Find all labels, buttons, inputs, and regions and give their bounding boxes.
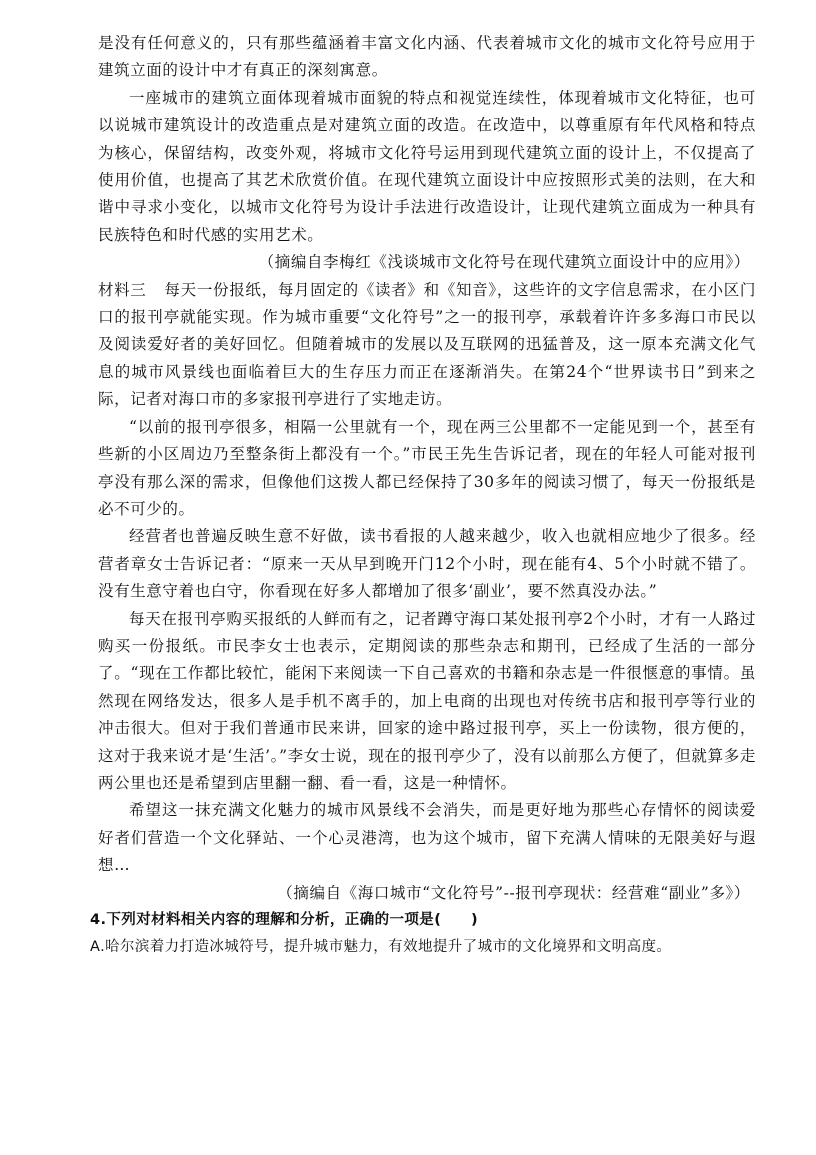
- answer-option-a: A.哈尔滨着力打造冰城符号，提升城市魅力，有效地提升了城市的文化境界和文明高度。: [90, 939, 672, 956]
- paragraph: 希望这一抹充满文化魅力的城市风景线不会消失，而是更好地为那些心存情怀的阅读爱好者们营造一个文化驿站、一个心灵港湾，也为这个城市，留下充满人情味的无限美好与遐想…: [98, 801, 756, 875]
- material-label: 材料三: [98, 280, 147, 299]
- paragraph: 是没有任何意义的，只有那些蕴涵着丰富文化内涵、代表着城市文化的城市文化符号应用于建筑立面的设计中才有真正的深刻寓意。: [98, 34, 756, 80]
- source-citation: （摘编自李梅红《浅谈城市文化符号在现代建筑立面设计中的应用》）: [258, 253, 750, 272]
- paragraph: 经营者也普遍反映生意不好做，读书看报的人越来越少，收入也就相应地少了很多。经营者章女士告诉记者：“原来一天从早到晚开门12个小时，现在能有4、5个小时就不错了。没有生意守着也白守，你看现在好多人都增加了很多‘副业’，要不然真没办法。”: [98, 527, 756, 601]
- paragraph: 一座城市的建筑立面体现着城市面貌的特点和视觉连续性，体现着城市文化特征，也可以说城市建筑设计的改造重点是对建筑立面的改造。在改造中，以尊重原有年代风格和特点为核心，保留结构，改变外观，将城市文化符号运用到现代建筑立面的设计上，不仅提高了使用价值，也提高了其艺术欣赏价值。在现代建筑立面设计中应按照形式美的法则，在大和谐中寻求小变化，以城市文化符号为设计手法进行改造设计，让现代建筑立面成为一种具有民族特色和时代感的实用艺术。: [98, 88, 756, 244]
- paragraph-text: 每天一份报纸，每月固定的《读者》和《知音》，这些许的文字信息需求，在小区门口的报刊亭就能实现。作为城市重要“文化符号”之一的报刊亭，承载着许许多多海口市民以及阅读爱好者的美好回忆。但随着城市的发展以及互联网的迅猛普及，这一原本充满文化气息的城市风景线也面临着巨大的生存压力而正在逐渐消失。在第24个“世界读书日”到来之际，记者对海口市的多家报刊亭进行了实地走访。: [98, 280, 756, 409]
- source-citation: （摘编自《海口城市“文化符号”--报刊亭现状：经营难“副业”多》）: [277, 883, 750, 902]
- material-three-paragraph: [98, 277, 756, 414]
- paragraph: “以前的报刊亭很多，相隔一公里就有一个，现在两三公里都不一定能见到一个，甚至有些新的小区周边乃至整条街上都没有一个。”市民王先生告诉记者，现在的年轻人可能对报刊亭没有那么深的需求，但像他们这拨人都已经保持了30多年的阅读习惯了，每天一份报纸是必不可少的。: [98, 417, 756, 518]
- question-stem: 4.下列对材料相关内容的理解和分析，正确的一项是( ): [90, 912, 479, 928]
- paragraph: 每天在报刊亭购买报纸的人鲜而有之，记者蹲守海口某处报刊亭2个小时，才有一人路过购买一份报纸。市民李女士也表示，定期阅读的那些杂志和期刊，已经成了生活的一部分了。“现在工作都比较忙，能闲下来阅读一下自己喜欢的书籍和杂志是一件很惬意的事情。虽然现在网络发达，很多人是手机不离手的，加上电商的出现也对传统书店和报刊亭等行业的冲击很大。但对于我们普通市民来讲，回家的途中路过报刊亭，买上一份读物，很方便的，这对于我来说才是‘生活’。”李女士说，现在的报刊亭少了，没有以前那么方便了，但就算多走两公里也还是希望到店里翻一翻、看一看，这是一种情怀。: [98, 609, 756, 792]
